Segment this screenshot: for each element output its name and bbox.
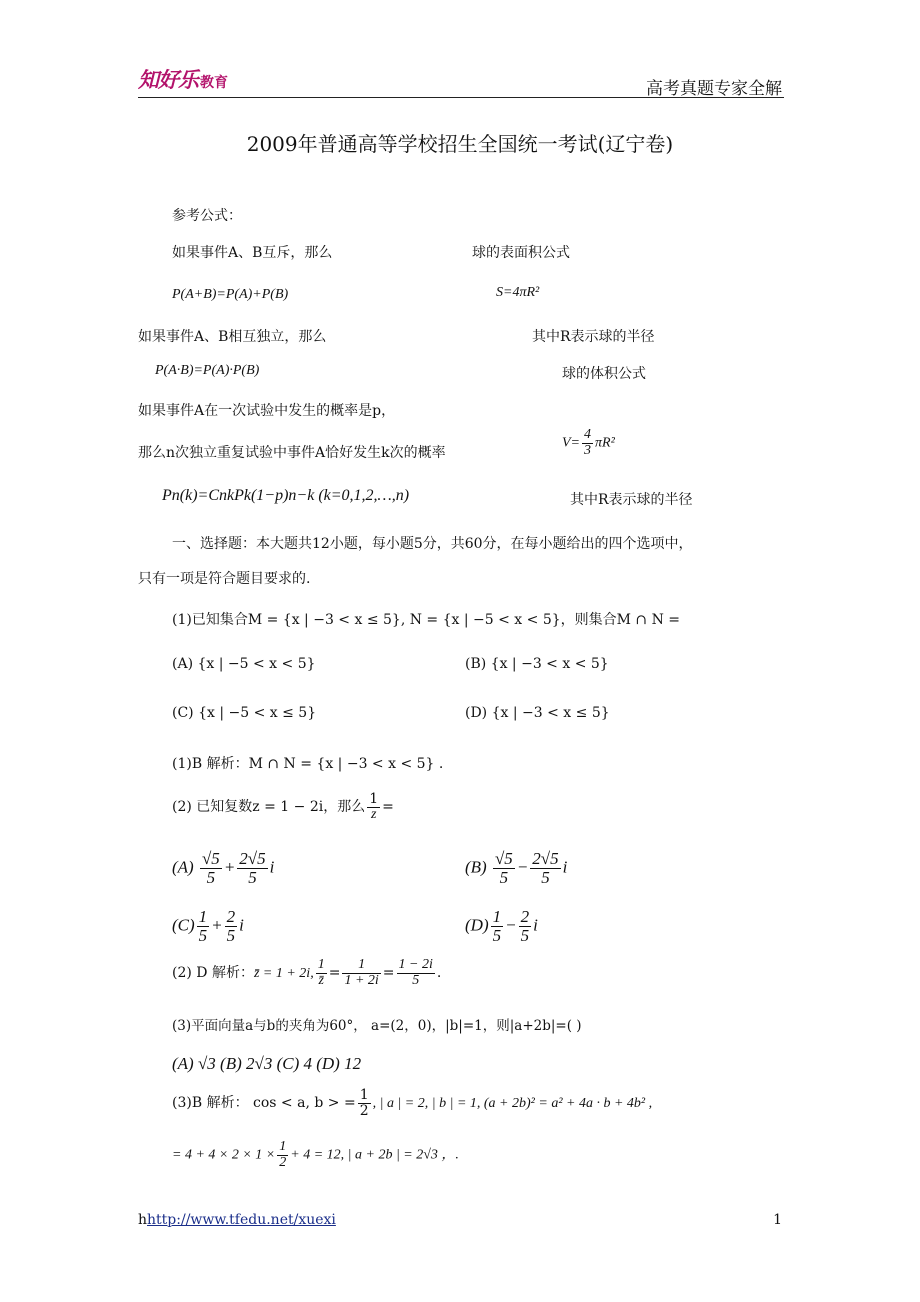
q1-option-c: (C) {x | −5 < x ≤ 5} xyxy=(172,705,317,721)
q2-ans-f1-d: z̄ xyxy=(318,972,324,988)
q2-d-d2: 5 xyxy=(520,925,530,945)
q2-option-c xyxy=(172,908,244,945)
q3-ans-f-d: 2 xyxy=(359,1102,369,1119)
q2-c-n1: 1 xyxy=(198,907,208,926)
q3-answer-line1 xyxy=(172,1088,652,1118)
q3-ans2-frac xyxy=(277,1140,288,1170)
q3-ans2-prefix: = 4 + 4 × 2 × 1 × xyxy=(172,1147,276,1163)
q3-ans2-f-d: 2 xyxy=(279,1154,287,1170)
footer-url xyxy=(138,1212,336,1228)
q2-option-a xyxy=(172,850,274,887)
formula-heading: 参考公式： xyxy=(172,208,242,224)
q2-a-label: (A) xyxy=(172,857,194,877)
q2-ans-f2-d: 1 + 2i xyxy=(344,972,379,988)
q2-ans-prefix: (2) D 解析： xyxy=(172,965,254,982)
q2-a-op: + xyxy=(223,857,236,877)
q2-b-d1: 5 xyxy=(499,867,509,887)
q2-b-frac1 xyxy=(493,850,515,887)
q3-ans2-rest: + 4 = 12, | a + 2b | = 2√3 ，. xyxy=(290,1147,459,1163)
formula-l4-right: 球的体积公式 xyxy=(562,366,646,382)
q2-ans-f2-n: 1 xyxy=(342,958,380,974)
q2-stem-prefix: (2) 已知复数z = 1 − 2i，那么 xyxy=(172,799,366,816)
q2-a-d2: 5 xyxy=(248,867,257,887)
q3-ans-f-n: 1 xyxy=(359,1087,369,1103)
q3-ans-rest: , | a | = 2, | b | = 1, (a + 2b)² = a² + 4a · b + 4b² , xyxy=(372,1096,653,1112)
q2-d-label: (D) xyxy=(465,915,489,935)
volume-fraction-num: 4 xyxy=(584,427,591,442)
q2-stem-den: z xyxy=(370,806,377,822)
q2-option-d xyxy=(465,908,538,945)
sphere-volume-formula xyxy=(562,428,615,458)
q2-a-frac2 xyxy=(237,850,267,887)
q2-stem-num: 1 xyxy=(369,791,379,807)
section1-line1: 一、选择题：本大题共12小题，每小题5分，共60分，在每小题给出的四个选项中， xyxy=(172,536,693,552)
q2-b-n1: √5 xyxy=(494,849,513,868)
q2-b-d2: 5 xyxy=(541,867,550,887)
formula-l4-left: P(A·B)=P(A)·P(B) xyxy=(155,363,260,378)
q2-answer xyxy=(172,958,441,988)
q2-d-frac1 xyxy=(491,908,504,945)
q2-stem-suffix: = xyxy=(382,799,394,816)
q1-option-d: (D) {x | −3 < x ≤ 5} xyxy=(465,705,610,721)
q2-d-d1: 5 xyxy=(492,925,502,945)
section1-line2: 只有一项是符合题目要求的. xyxy=(138,571,311,587)
q2-d-n1: 1 xyxy=(492,907,502,926)
formula-l1-left: 如果事件A、B互斥，那么 xyxy=(172,245,333,261)
header-divider xyxy=(138,97,784,98)
formula-l2-right: S=4πR² xyxy=(496,285,540,300)
q2-ans-frac2 xyxy=(342,958,380,988)
logo-sub-text: 教育 xyxy=(200,75,228,91)
q3-options: (A) √3 (B) 2√3 (C) 4 (D) 12 xyxy=(172,1054,362,1073)
footer-link[interactable]: http://www.tfedu.net/xuexi xyxy=(147,1212,336,1228)
q2-c-frac1 xyxy=(197,908,210,945)
volume-fraction-den: 3 xyxy=(584,442,591,458)
formula-l3-left: 如果事件A、B相互独立，那么 xyxy=(138,329,327,345)
q1-option-a: (A) {x | −5 < x < 5} xyxy=(172,656,316,672)
binomial-formula: Pn(k)=CnkPk(1−p)n−k (k=0,1,2,…,n) xyxy=(162,487,410,504)
q3-ans-frac xyxy=(358,1088,371,1118)
q2-b-tail: i xyxy=(562,857,568,877)
volume-prefix: V= xyxy=(562,435,580,451)
q2-d-op: − xyxy=(505,915,517,935)
q3-stem: (3)平面向量a与b的夹角为60°， a=(2，0)，|b|=1，则|a+2b|=( ) xyxy=(172,1018,582,1034)
footer-prefix: h xyxy=(138,1212,148,1228)
q2-b-label: (B) xyxy=(465,857,487,877)
q2-b-n2: 2√5 xyxy=(532,849,559,868)
q2-ans-eq2: = xyxy=(382,965,395,982)
formula-l7-right: 其中R表示球的半径 xyxy=(570,492,693,508)
formula-l1-right: 球的表面积公式 xyxy=(472,245,570,261)
formula-l3-right: 其中R表示球的半径 xyxy=(532,329,655,345)
q2-option-b xyxy=(465,850,567,887)
q2-a-n1: √5 xyxy=(201,849,220,868)
q2-a-tail: i xyxy=(269,857,275,877)
q2-c-frac2 xyxy=(225,908,238,945)
q3-ans-prefix: (3)B 解析： cos < a, b > = xyxy=(172,1095,356,1112)
q2-ans-f1-n: 1 xyxy=(317,957,325,972)
brand-logo xyxy=(138,64,228,94)
formula-l6-left: 那么n次独立重复试验中事件A恰好发生k次的概率 xyxy=(138,445,446,461)
page-title: 2009年普通高等学校招生全国统一考试(辽宁卷) xyxy=(246,132,674,156)
q3-answer-line2 xyxy=(172,1140,459,1170)
q3-ans2-f-n: 1 xyxy=(279,1139,287,1154)
q2-ans-f3-n: 1 − 2i xyxy=(398,957,433,972)
q2-ans-end: . xyxy=(436,965,442,982)
q2-d-tail: i xyxy=(533,915,538,935)
q1-option-b: (B) {x | −3 < x < 5} xyxy=(465,656,609,672)
page-number: 1 xyxy=(773,1212,782,1228)
volume-fraction xyxy=(582,428,593,458)
volume-suffix: πR² xyxy=(595,435,615,451)
q2-stem xyxy=(172,792,394,822)
q2-ans-frac3 xyxy=(397,958,435,988)
logo-main-text: 知好乐 xyxy=(138,68,198,92)
q2-d-n2: 2 xyxy=(520,907,530,926)
q2-ans-frac1 xyxy=(316,958,327,988)
q2-ans-f3-d: 5 xyxy=(412,972,420,988)
q1-stem: (1)已知集合M = {x | −3 < x ≤ 5}, N = {x | −5 < x < 5}，则集合M ∩ N = xyxy=(172,612,681,628)
q2-a-n2: 2√5 xyxy=(239,849,266,868)
q2-stem-fraction xyxy=(367,792,380,822)
q2-c-d1: 5 xyxy=(198,925,208,945)
q2-a-frac1 xyxy=(200,850,222,887)
q2-c-op: + xyxy=(211,915,223,935)
q1-answer: (1)B 解析：M ∩ N = {x | −3 < x < 5} . xyxy=(172,756,444,772)
q2-b-op: − xyxy=(516,857,529,877)
q2-c-n2: 2 xyxy=(226,907,236,926)
header-tagline: 高考真题专家全解 xyxy=(646,79,782,99)
q2-c-d2: 5 xyxy=(226,925,236,945)
formula-l2-left: P(A+B)=P(A)+P(B) xyxy=(172,287,289,302)
q2-ans-eq1: = xyxy=(328,965,341,982)
formula-l5-left: 如果事件A在一次试验中发生的概率是p， xyxy=(138,403,396,419)
q2-c-label: (C) xyxy=(172,915,195,935)
q2-ans-part1: z̄ = 1 + 2i, xyxy=(253,966,314,982)
q2-d-frac2 xyxy=(519,908,532,945)
q2-a-d1: 5 xyxy=(206,867,216,887)
q2-c-tail: i xyxy=(239,915,244,935)
q2-b-frac2 xyxy=(530,850,560,887)
